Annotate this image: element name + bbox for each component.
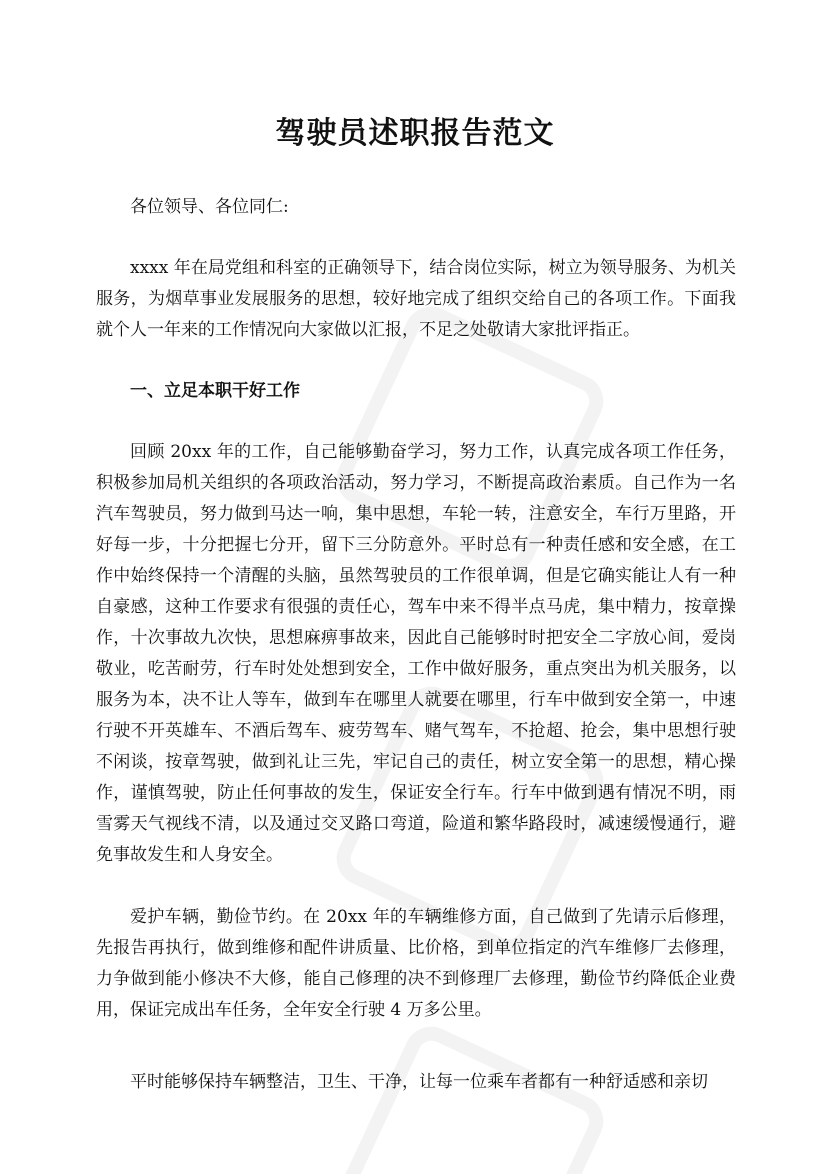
body-paragraph-1: 回顾 20xx 年的工作，自己能够勤奋学习，努力工作，认真完成各项工作任务，积极参加局机关组织的各项政治活动，努力学习，不断提高政治素质。自己作为一名汽车驾驶员，努力做到马达一响，集中思想，车轮一转，注意安全，车行万里路，开好每一步，十分把握七分开，留下三分防意外。平时总有一种责任感和安全感，在工作中始终保持一个清醒的头脑，虽然驾驶员的工作很单调，但是它确实能让人有一种自豪感，这种工作要求有很强的责任心，驾车中来不得半点马虎，集中精力，按章操作，十次事故九次快，思想麻痹事故来，因此自己能够时时把安全二字放心间，爱岗敬业，吃苦耐劳，行车时处处想到安全，工作中做好服务，重点突出为机关服务，以服务为本，决不让人等车，做到车在哪里人就要在哪里，行车中做到安全第一，中速行驶不开英雄车、不酒后驾车、疲劳驾车、赌气驾车，不抢超、抢会，集中思想行驶不闲谈，按章驾驶，做到礼让三先，牢记自己的责任，树立安全第一的思想，精心操作，谨慎驾驶，防止任何事故的发生，保证安全行车。行车中做到遇有情况不明，雨雪雾天气视线不清，以及通过交叉路口弯道，险道和繁华路段时，减速缓慢通行，避免事故发生和人身安全。: [96, 442, 736, 865]
greeting: 各位领导、各位同仁:: [130, 197, 289, 217]
section-heading-1: 一、立足本职干好工作: [130, 381, 300, 401]
body-paragraph-2: 爱护车辆，勤俭节约。在 20xx 年的车辆维修方面，自己做到了先请示后修理，先报告再执行，做到维修和配件讲质量、比价格，到单位指定的汽车维修厂去修理，力争做到能小修决不大修，能自己修理的决不到修理厂去修理，勤俭节约降低企业费用，保证完成出车任务，全年安全行驶 4 万多公里。: [96, 907, 736, 1020]
intro-paragraph: xxxx 年在局党组和科室的正确领导下，结合岗位实际，树立为领导服务、为机关服务，为烟草事业发展服务的思想，较好地完成了组织交给自己的各项工作。下面我就个人一年来的工作情况向大家做以汇报，不足之处敬请大家批评指正。: [96, 258, 736, 340]
document-title: 驾驶员述职报告范文: [275, 116, 555, 151]
body-paragraph-3: 平时能够保持车辆整洁，卫生、干净，让每一位乘车者都有一种舒适感和亲切: [130, 1072, 708, 1092]
